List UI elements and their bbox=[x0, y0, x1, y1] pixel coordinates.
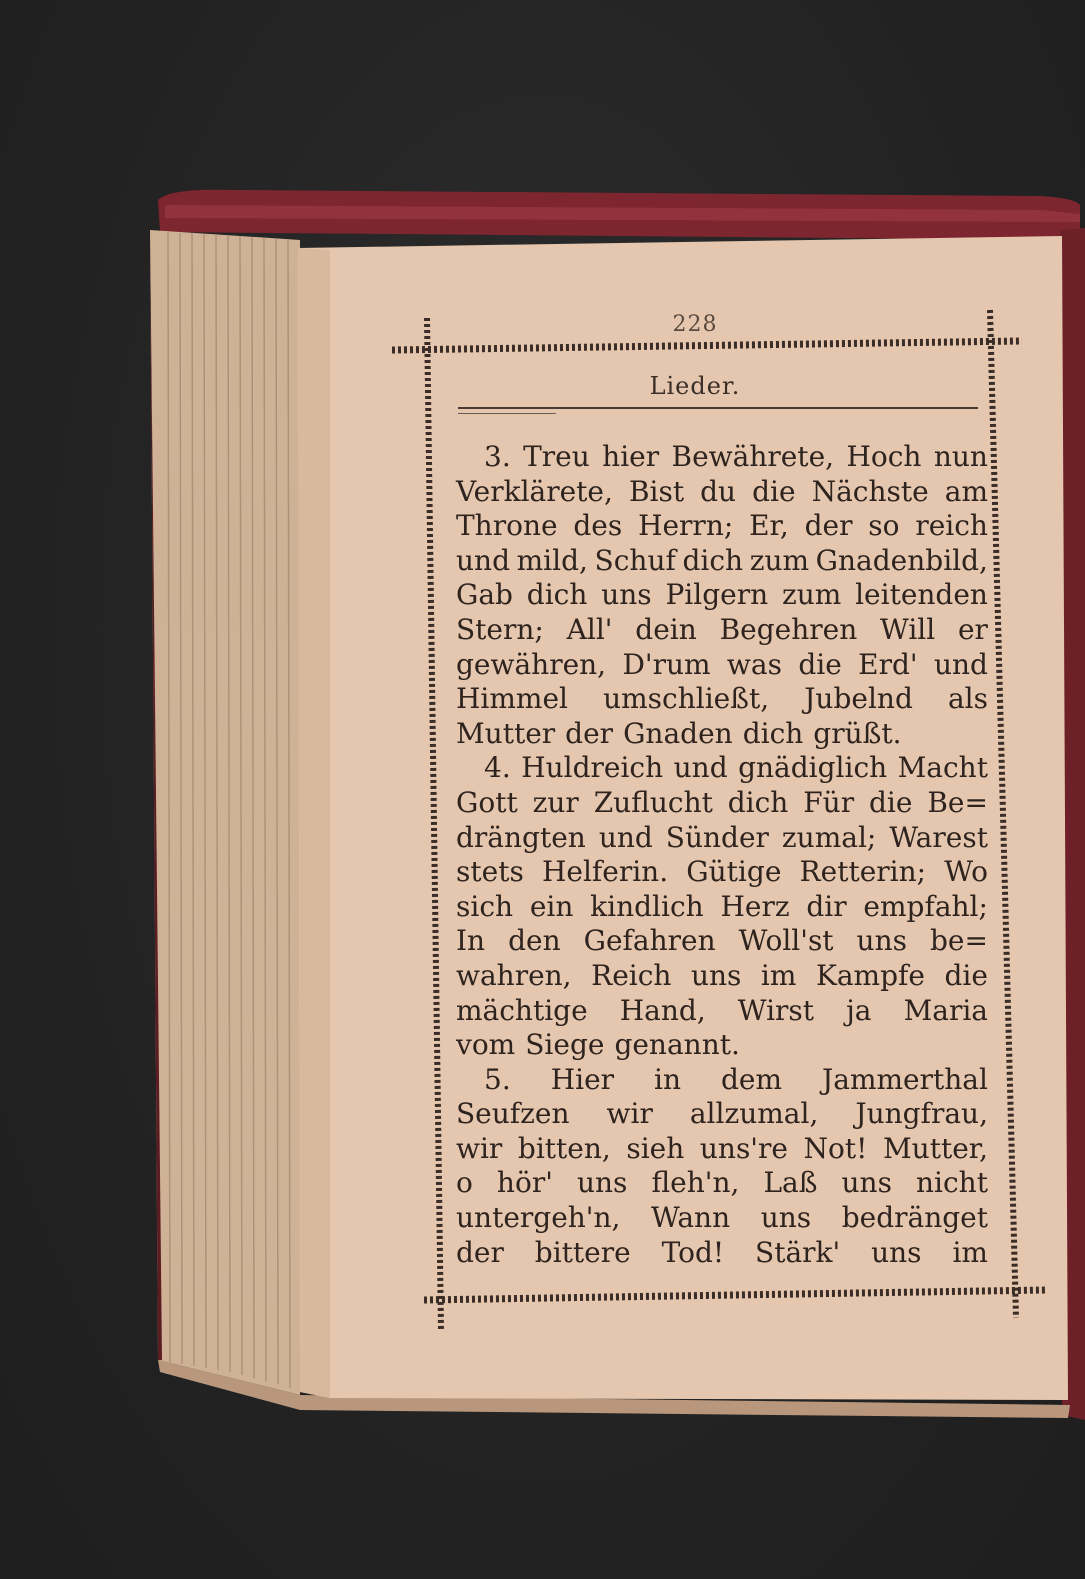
word: reich bbox=[915, 509, 988, 543]
text-line bbox=[456, 1236, 988, 1271]
word: er bbox=[957, 612, 988, 646]
word: 5. bbox=[484, 1062, 511, 1096]
word: des bbox=[573, 509, 623, 543]
word: Stern; bbox=[456, 612, 544, 646]
word: Erd' bbox=[858, 647, 918, 681]
word: Gefahren bbox=[583, 924, 716, 958]
word: nicht bbox=[916, 1166, 988, 1200]
header-rule bbox=[458, 407, 978, 409]
text-line bbox=[456, 1063, 988, 1098]
word: ja bbox=[846, 993, 872, 1027]
word: der bbox=[565, 716, 614, 750]
word: o bbox=[456, 1166, 473, 1200]
word: und bbox=[456, 543, 510, 577]
text-line bbox=[456, 1201, 988, 1236]
word: die bbox=[944, 958, 988, 992]
word: uns bbox=[856, 924, 907, 958]
word: mild, bbox=[516, 543, 588, 577]
text-line bbox=[456, 717, 988, 752]
word: empfahl; bbox=[863, 889, 988, 923]
word: uns bbox=[601, 578, 652, 612]
word: kindlich bbox=[590, 889, 704, 923]
text-line bbox=[456, 821, 988, 856]
word: im bbox=[760, 958, 797, 992]
word: Retterin; bbox=[799, 855, 927, 889]
word: dich bbox=[526, 578, 588, 612]
word: hör' bbox=[496, 1166, 553, 1200]
word: Gott bbox=[456, 785, 518, 819]
word: Kampfe bbox=[815, 958, 925, 992]
word: Nächste bbox=[811, 474, 929, 508]
word: bedränget bbox=[841, 1201, 988, 1235]
word: Reich bbox=[591, 958, 672, 992]
text-line bbox=[456, 1028, 988, 1063]
word: Mutter bbox=[456, 716, 556, 750]
word: Maria bbox=[903, 993, 988, 1027]
word: fleh'n, bbox=[651, 1166, 740, 1200]
word: In bbox=[456, 924, 486, 958]
word: den bbox=[508, 924, 561, 958]
text-line bbox=[456, 1097, 988, 1132]
word: Gab bbox=[456, 578, 513, 612]
word: 4. bbox=[484, 751, 511, 785]
text-line bbox=[456, 544, 988, 579]
word: dir bbox=[806, 889, 847, 923]
word: du bbox=[700, 474, 737, 508]
word: All' bbox=[566, 612, 613, 646]
word: Verklärete, bbox=[456, 474, 613, 508]
word: uns bbox=[871, 1235, 922, 1269]
word: Will bbox=[880, 612, 936, 646]
word: Hier bbox=[550, 1062, 615, 1096]
word: Schuf bbox=[594, 543, 676, 577]
word: 3. bbox=[484, 440, 511, 473]
word: uns bbox=[841, 1166, 892, 1200]
word: Laß bbox=[763, 1166, 818, 1200]
word: Bewährete, bbox=[671, 440, 835, 473]
word: Macht bbox=[897, 751, 988, 785]
word: Herrn; bbox=[638, 509, 734, 543]
word: wir bbox=[606, 1097, 653, 1131]
word: dich bbox=[742, 716, 804, 750]
word: zum bbox=[781, 578, 842, 612]
word: Bist bbox=[628, 474, 685, 508]
text-line bbox=[456, 613, 988, 648]
word: Treu bbox=[523, 440, 590, 473]
word: zumal; bbox=[781, 820, 877, 854]
word: leitenden bbox=[855, 578, 988, 612]
hymn-text bbox=[456, 440, 988, 1270]
word: Woll'st bbox=[738, 924, 834, 958]
word: Wo bbox=[944, 855, 988, 889]
text-line bbox=[456, 509, 988, 544]
word: stets bbox=[456, 855, 524, 889]
word: Begehren bbox=[719, 612, 858, 646]
word: Jungfrau, bbox=[855, 1097, 988, 1131]
text-line bbox=[456, 475, 988, 510]
word: uns bbox=[576, 1166, 628, 1200]
word: Not! bbox=[803, 1131, 868, 1165]
text-line bbox=[456, 786, 988, 821]
word: am bbox=[944, 474, 988, 508]
word: Warest bbox=[889, 820, 988, 854]
word: in bbox=[654, 1062, 682, 1096]
word: Siege bbox=[525, 1028, 605, 1062]
word: Jammerthal bbox=[822, 1062, 988, 1096]
word: Mutter, bbox=[883, 1131, 988, 1165]
text-line bbox=[456, 994, 988, 1029]
word: wir bbox=[456, 1131, 503, 1165]
word: der bbox=[456, 1235, 504, 1269]
text-line bbox=[456, 959, 988, 994]
word: vom bbox=[456, 1028, 516, 1062]
word: mächtige bbox=[456, 993, 588, 1027]
word: allzumal, bbox=[689, 1097, 819, 1131]
word: als bbox=[947, 682, 988, 716]
word: Tod! bbox=[661, 1235, 725, 1269]
text-line bbox=[456, 890, 988, 925]
word: nun bbox=[933, 440, 988, 473]
word: die bbox=[868, 785, 913, 819]
word: und bbox=[673, 751, 728, 785]
word: uns bbox=[690, 958, 742, 992]
word: und bbox=[598, 820, 653, 854]
word: Zuflucht bbox=[593, 785, 713, 819]
word: bitten, bbox=[517, 1131, 611, 1165]
word: dem bbox=[721, 1062, 783, 1096]
word: uns bbox=[760, 1201, 812, 1235]
text-line bbox=[456, 751, 988, 786]
text-line bbox=[456, 924, 988, 959]
text-line bbox=[456, 440, 988, 475]
word: grüßt. bbox=[813, 716, 902, 750]
word: Wann bbox=[651, 1201, 731, 1235]
word: Gnadenbild, bbox=[815, 543, 988, 577]
word: der bbox=[804, 509, 853, 543]
word: sieh bbox=[626, 1131, 685, 1165]
word: zur bbox=[532, 785, 579, 819]
word: wahren, bbox=[456, 958, 572, 992]
page-number: 228 bbox=[672, 312, 718, 337]
word: was bbox=[726, 647, 782, 681]
word: uns're bbox=[699, 1131, 788, 1165]
word: Huldreich bbox=[521, 751, 664, 785]
word: drängten bbox=[456, 820, 586, 854]
word: Herz bbox=[720, 889, 790, 923]
word: gnädiglich bbox=[738, 751, 888, 785]
word: Seufzen bbox=[456, 1097, 570, 1131]
word: umschließt, bbox=[603, 682, 770, 716]
word: sich bbox=[456, 889, 514, 923]
word: D'rum bbox=[622, 647, 711, 681]
header-rule-accent bbox=[458, 413, 556, 414]
word: Stärk' bbox=[755, 1235, 841, 1269]
word: die bbox=[798, 647, 842, 681]
word: Wirst bbox=[737, 993, 815, 1027]
word: bittere bbox=[534, 1235, 631, 1269]
word: Gnaden bbox=[623, 716, 733, 750]
word: die bbox=[752, 474, 796, 508]
word: Hoch bbox=[846, 440, 922, 473]
word: Pilgern bbox=[665, 578, 769, 612]
word: dich bbox=[682, 543, 744, 577]
word: Er, bbox=[749, 509, 789, 543]
word: dein bbox=[635, 612, 697, 646]
text-line bbox=[456, 855, 988, 890]
word: Throne bbox=[456, 509, 558, 543]
word: ein bbox=[529, 889, 574, 923]
word: und bbox=[933, 647, 988, 681]
running-head: Lieder. bbox=[649, 372, 741, 400]
word: Gütige bbox=[686, 855, 782, 889]
word: hier bbox=[602, 440, 660, 473]
word: so bbox=[868, 509, 900, 543]
word: untergeh'n, bbox=[456, 1201, 621, 1235]
text-line bbox=[456, 1166, 988, 1201]
word: genannt. bbox=[614, 1028, 740, 1062]
word: zum bbox=[749, 543, 810, 577]
word: dich bbox=[727, 785, 789, 819]
word: Jubelnd bbox=[804, 682, 913, 716]
word: Sünder bbox=[665, 820, 769, 854]
word: Hand, bbox=[619, 993, 706, 1027]
word: Be= bbox=[927, 785, 988, 819]
word: Helferin. bbox=[541, 855, 669, 889]
text-line bbox=[456, 1132, 988, 1167]
text-line bbox=[456, 682, 988, 717]
word: Für bbox=[803, 785, 855, 819]
text-line bbox=[456, 578, 988, 613]
word: Himmel bbox=[456, 682, 568, 716]
word: gewähren, bbox=[456, 647, 607, 681]
word: be= bbox=[929, 924, 988, 958]
text-line bbox=[456, 648, 988, 683]
word: im bbox=[952, 1235, 988, 1269]
